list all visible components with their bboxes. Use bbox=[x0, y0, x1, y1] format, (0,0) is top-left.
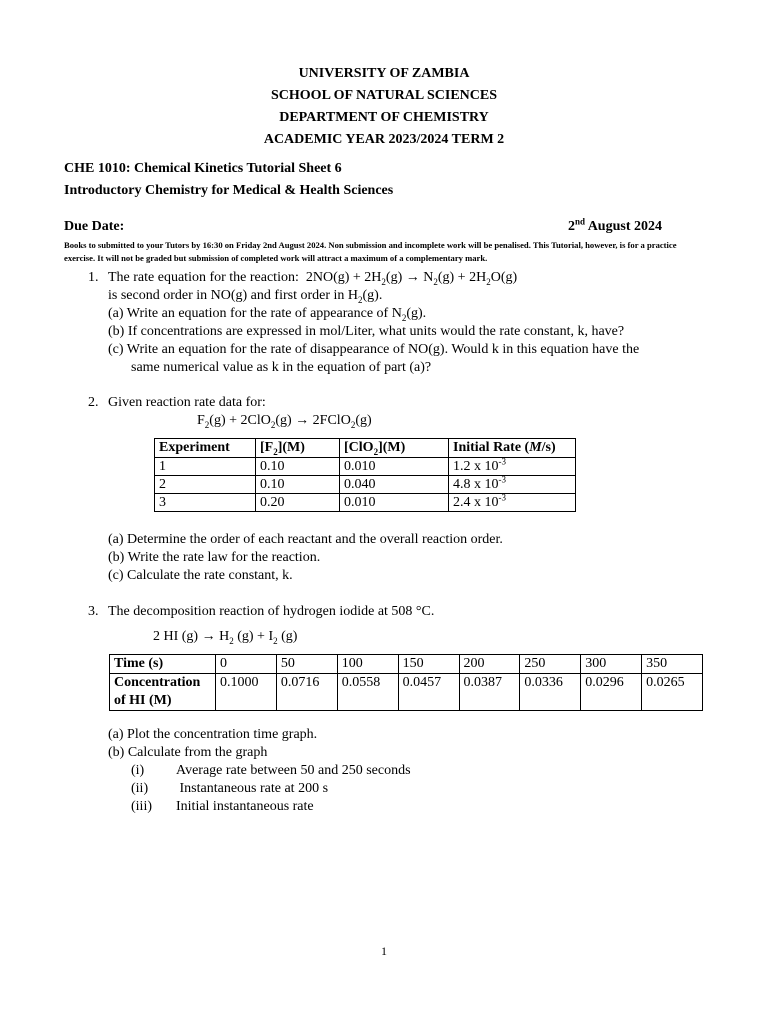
q1-part-a: (a) Write an equation for the rate of appearance of $N_2(g)$. bbox=[108, 306, 427, 323]
q2-part-a: (a) Determine the order of each reactant and the overall reaction order. bbox=[108, 532, 503, 547]
q2-intro: Given reaction rate data for: bbox=[108, 395, 266, 410]
table-cell: 0.040 bbox=[340, 476, 449, 494]
table-cell: 50 bbox=[276, 655, 337, 674]
q3-subpart-iii: Initial instantaneous rate bbox=[176, 799, 314, 814]
row-header: Concentration of HI (M) bbox=[110, 674, 216, 711]
q3-subpart-ii-label: (ii) bbox=[131, 781, 149, 796]
table-cell: 250 bbox=[520, 655, 581, 674]
due-date-label: Due Date: bbox=[64, 219, 125, 234]
q2-rate-table bbox=[154, 438, 576, 512]
table-cell: 350 bbox=[642, 655, 703, 674]
table-cell: 0.10 bbox=[256, 458, 340, 476]
table-cell: 100 bbox=[337, 655, 398, 674]
table-cell: 200 bbox=[459, 655, 520, 674]
table-row bbox=[155, 494, 576, 512]
table-cell: 0.0336 bbox=[520, 674, 581, 711]
course-subtitle: Introductory Chemistry for Medical & Health Sciences bbox=[64, 183, 394, 198]
q1-number: 1. bbox=[88, 270, 99, 285]
q3-intro: The decomposition reaction of hydrogen iodide at 508 °C. bbox=[108, 604, 435, 619]
table-cell: 300 bbox=[581, 655, 642, 674]
table-cell: 0.0716 bbox=[276, 674, 337, 711]
q2-reaction: $F_2(g) + 2ClO_2(g)$ → 2FClO$_2$(g) bbox=[197, 413, 372, 430]
academic-year: ACADEMIC YEAR 2023/2024 TERM 2 bbox=[263, 132, 505, 147]
table-cell: 0.10 bbox=[256, 476, 340, 494]
table-cell: 4.8 x $10^{-3}$ bbox=[449, 476, 576, 494]
table-cell: 0.0457 bbox=[398, 674, 459, 711]
row-header: Time (s) bbox=[110, 655, 216, 674]
table-cell: 0 bbox=[216, 655, 277, 674]
course-title: CHE 1010: Chemical Kinetics Tutorial Sheet 6 bbox=[64, 161, 342, 176]
table-cell: 0.20 bbox=[256, 494, 340, 512]
table-row bbox=[110, 655, 703, 674]
table-cell: 0.010 bbox=[340, 458, 449, 476]
table-cell: 0.1000 bbox=[216, 674, 277, 711]
col-header: [ClO$_2$](M) bbox=[340, 439, 449, 458]
q3-subpart-i: Average rate between 50 and 250 seconds bbox=[176, 763, 411, 778]
due-date-value: 2nd August 2024 bbox=[567, 216, 662, 234]
q1-part-c-cont: same numerical value as k in the equation of part (a)? bbox=[131, 360, 432, 375]
q3-part-b: (b) Calculate from the graph bbox=[108, 745, 268, 760]
table-header-row bbox=[155, 439, 576, 458]
table-cell: 0.0296 bbox=[581, 674, 642, 711]
table-cell: 1 bbox=[155, 458, 256, 476]
q2-part-c: (c) Calculate the rate constant, k. bbox=[108, 568, 293, 583]
table-cell: 3 bbox=[155, 494, 256, 512]
table-cell: 0.0558 bbox=[337, 674, 398, 711]
q2-number: 2. bbox=[88, 395, 99, 410]
col-header: $[F_2](M)$ bbox=[256, 439, 340, 458]
q3-subpart-ii: Instantaneous rate at 200 s bbox=[176, 781, 329, 796]
submission-note: Books to submitted to your Tutors by 16:30 on Friday 2nd August 2024. Non submission and incomplete work will be penalised. This Tutorial, however, is for a practice exercise. It will not be graded but submission of completed work will attract a maximum of a complementary mark. bbox=[64, 240, 677, 263]
table-cell: 0.0265 bbox=[642, 674, 703, 711]
q3-subpart-i-label: (i) bbox=[131, 763, 145, 778]
q2-part-b: (b) Write the rate law for the reaction. bbox=[108, 550, 321, 565]
table-cell: 2.4 x $10^{-3}$ bbox=[449, 494, 576, 512]
q3-reaction: 2 HI $(g) \to H_2$ $(g) + I_2$ (g) bbox=[153, 629, 298, 646]
q3-number: 3. bbox=[88, 604, 99, 619]
table-cell: 150 bbox=[398, 655, 459, 674]
school-title: SCHOOL OF NATURAL SCIENCES bbox=[271, 88, 497, 103]
table-cell: 0.0387 bbox=[459, 674, 520, 711]
col-header: Initial Rate (M/s) bbox=[449, 439, 576, 458]
q3-subpart-iii-label: (iii) bbox=[131, 799, 152, 814]
q1-part-c: (c) Write an equation for the rate of disappearance of NO(g). Would k in this equation have the bbox=[108, 342, 640, 357]
q1-part-b: (b) If concentrations are expressed in mol/Liter, what units would the rate constant, k, have? bbox=[108, 324, 625, 339]
page-number: 1 bbox=[381, 944, 387, 958]
q3-concentration-table bbox=[109, 654, 703, 711]
col-header: Experiment bbox=[155, 439, 256, 458]
table-cell: 2 bbox=[155, 476, 256, 494]
table-row bbox=[155, 476, 576, 494]
table-cell: 1.2 x $10^{-3}$ bbox=[449, 458, 576, 476]
university-title: UNIVERSITY OF ZAMBIA bbox=[298, 66, 470, 81]
table-row bbox=[110, 674, 703, 711]
table-cell: 0.010 bbox=[340, 494, 449, 512]
department-title: DEPARTMENT OF CHEMISTRY bbox=[279, 110, 489, 125]
q1-intro: The rate equation for the reaction: $2NO(g) + 2H_2(g) \to N_2(g) + 2H_2O(g)$ bbox=[108, 270, 518, 287]
table-row bbox=[155, 458, 576, 476]
q1-order-line: is second order in NO(g) and first order in $H_2(g)$. bbox=[108, 288, 383, 305]
q3-part-a: (a) Plot the concentration time graph. bbox=[108, 727, 318, 742]
